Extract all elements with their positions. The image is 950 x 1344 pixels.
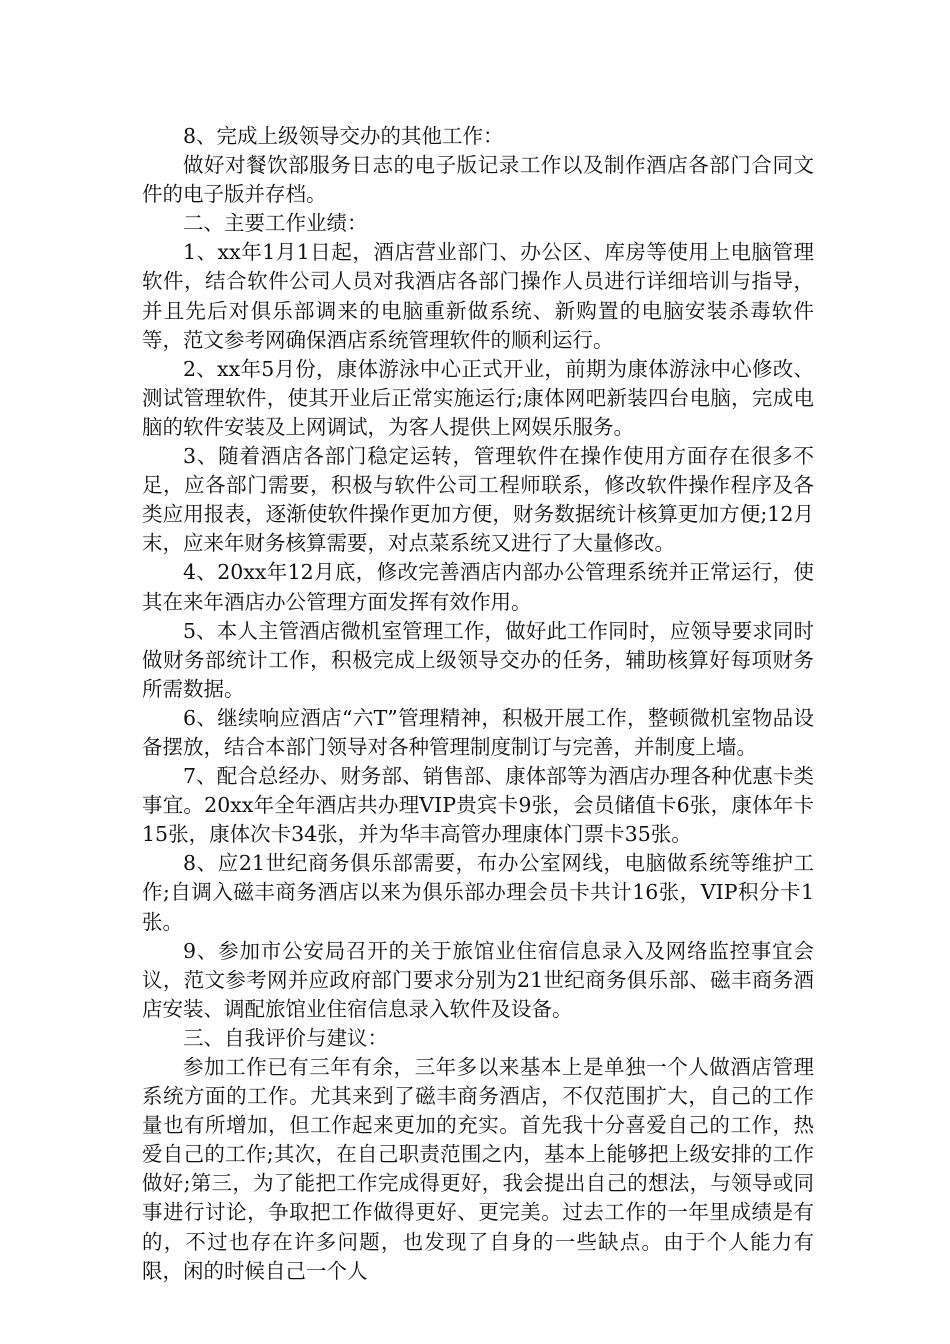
paragraph-task-8: 8、完成上级领导交办的其他工作： bbox=[183, 124, 504, 148]
paragraph-achievement-2: 2、xx年5月份，康体游泳中心正式开业，前期为康体游泳中心修改、测试管理软件，使其开业后正常实施运行;康体网吧新装四台电脑，完成电脑的软件安装及上网调试，为客人提供上网娱乐服务。 bbox=[142, 356, 814, 439]
paragraph-achievement-3: 3、随着酒店各部门稳定运转，管理软件在操作使用方面存在很多不足，应各部门需要，积极与软件公司工程师联系，修改软件操作程序及各类应用报表，逐渐使软件操作更加方便，财务数据统计核算更加方便;12月末，应来年财务核算需要，对点菜系统又进行了大量修改。 bbox=[142, 444, 814, 556]
paragraph-self-evaluation: 参加工作已有三年有余，三年多以来基本上是单独一个人做酒店管理系统方面的工作。尤其来到了磁丰商务酒店，不仅范围扩大，自己的工作量也有所增加，但工作起来更加的充实。首先我十分喜爱自己的工作，热爱自己的工作;其次，在自己职责范围之内，基本上能够把上级安排的工作做好;第三，为了能把工作完成得更好，我会提出自己的想法，与领导或同事进行讨论，争取把工作做得更好、更完美。过去工作的一年里成绩是有的，不过也存在许多问题，也发现了自身的一些缺点。由于个人能力有限，闲的时候自己一个人 bbox=[142, 1055, 814, 1283]
paragraph-task-8-detail: 做好对餐饮部服务日志的电子版记录工作以及制作酒店各部门合同文件的电子版并存档。 bbox=[142, 153, 814, 207]
paragraph-achievement-6: 6、继续响应酒店“六T”管理精神，积极开展工作，整顿微机室物品设备摆放，结合本部门领导对各种管理制度制订与完善，并制度上墙。 bbox=[142, 705, 814, 759]
paragraph-achievement-8: 8、应21世纪商务俱乐部需要，布办公室网线，电脑做系统等维护工作;自调入磁丰商务酒店以来为俱乐部办理会员卡共计16张，VIP积分卡1张。 bbox=[142, 851, 814, 934]
paragraph-achievement-5: 5、本人主管酒店微机室管理工作，做好此工作同时，应领导要求同时做财务部统计工作，积极完成上级领导交办的任务，辅助核算好每项财务所需数据。 bbox=[142, 618, 814, 701]
paragraph-achievement-7: 7、配合总经办、财务部、销售部、康体部等为酒店办理各种优惠卡类事宜。20xx年全年酒店共办理VIP贵宾卡9张，会员储值卡6张，康体年卡15张，康体次卡34张，并为华丰高管办理康体门票卡35张。 bbox=[142, 764, 814, 847]
section-heading-achievements: 二、主要工作业绩： bbox=[183, 211, 368, 236]
section-heading-self-evaluation: 三、自我评价与建议： bbox=[183, 1025, 388, 1050]
paragraph-achievement-1: 1、xx年1月1日起，酒店营业部门、办公区、库房等使用上电脑管理软件，结合软件公司人员对我酒店各部门操作人员进行详细培训与指导，并且先后对俱乐部调来的电脑重新做系统、新购置的电脑安装杀毒软件等，范文参考网确保酒店系统管理软件的顺利运行。 bbox=[142, 240, 814, 352]
paragraph-achievement-9: 9、参加市公安局召开的关于旅馆业住宿信息录入及网络监控事宜会议，范文参考网并应政府部门要求分别为21世纪商务俱乐部、磁丰商务酒店安装、调配旅馆业住宿信息录入软件及设备。 bbox=[142, 938, 814, 1021]
document-body bbox=[142, 122, 814, 1286]
paragraph-achievement-4: 4、20xx年12月底，修改完善酒店内部办公管理系统并正常运行，使其在来年酒店办公管理方面发挥有效作用。 bbox=[142, 560, 814, 614]
